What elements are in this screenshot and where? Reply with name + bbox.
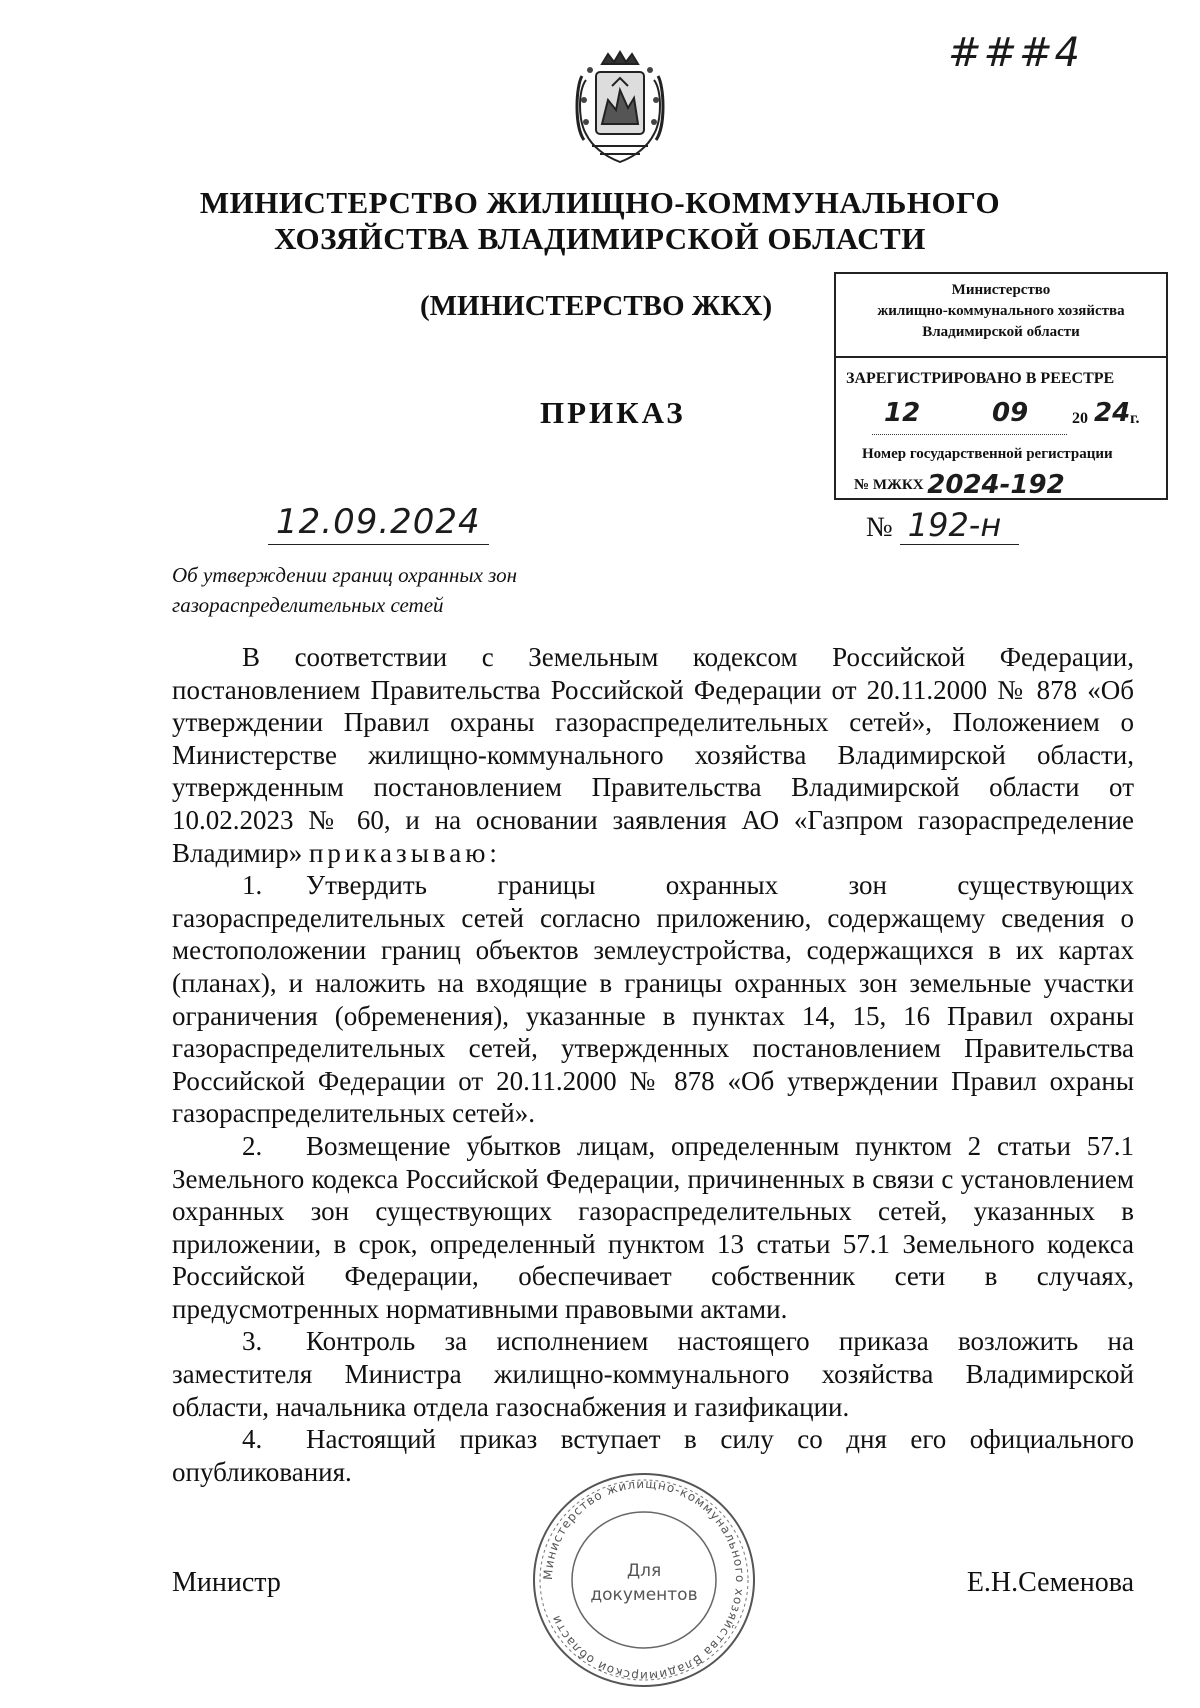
order-number-value: 192-н <box>900 506 1020 545</box>
stamp-divider <box>836 356 1166 358</box>
registration-stamp <box>834 272 1168 500</box>
item-1-number: 1. <box>242 870 263 901</box>
item-1-text: Утвердить границы охранных зон существующих газораспределительных сетей согласно приложению, содержащему сведения о местоположении границ объектов землеустройства, содержащихся в их картах (планах), и наложить на входящие в границы охранных зон земельные участки ограничения (обременения), указанные в пунктах 14, 15, 16 Правил охраны газораспределительных сетей, утвержденных постановлением Правительства Российской Федерации от 20.11.2000 № 878 «Об утверждении Правил охраны газораспределительных сетей». <box>172 870 1134 1129</box>
stamp-date-suffix: г. <box>1130 410 1140 427</box>
document-type-title: ПРИКАЗ <box>540 395 686 430</box>
stamp-reg-number-label: Номер государственной регистрации <box>862 446 1113 462</box>
order-item-3 <box>172 1325 1134 1423</box>
seal-center-line-1: Для <box>626 1561 662 1581</box>
stamp-reg-number-value: 2024-192 <box>927 470 1065 500</box>
item-3-number: 3. <box>242 1326 263 1357</box>
stamp-reg-number <box>854 466 1065 500</box>
item-4-number: 4. <box>242 1424 263 1455</box>
order-item-2 <box>172 1130 1134 1326</box>
official-seal <box>528 1468 760 1692</box>
stamp-registration-date <box>872 398 1140 434</box>
handwritten-corner-mark: ###4 <box>948 30 1082 76</box>
order-body <box>172 641 1134 1488</box>
coat-of-arms-emblem <box>572 50 668 166</box>
item-2-number: 2. <box>242 1130 263 1161</box>
stamp-reg-number-prefix: № МЖКХ <box>854 477 924 493</box>
stamp-org-line-1: Министерство <box>951 282 1051 298</box>
stamp-organization <box>836 280 1166 350</box>
stamp-date-underline <box>872 434 1067 435</box>
preamble-paragraph <box>172 641 1134 869</box>
ministry-name-line-2: ХОЗЯЙСТВА ВЛАДИМИРСКОЙ ОБЛАСТИ <box>274 221 926 256</box>
seal-ring-text: Министерство жилищно-коммунального хозяйства Владимирской области <box>540 1476 748 1684</box>
stamp-registered-label: ЗАРЕГИСТРИРОВАНО В РЕЕСТРЕ <box>846 370 1115 387</box>
ministry-full-name <box>150 185 1050 257</box>
stamp-org-line-2: жилищно-коммунального хозяйства <box>877 303 1125 319</box>
order-item-1 <box>172 869 1134 1130</box>
stamp-date-year-prefix: 20 <box>1072 410 1088 427</box>
stamp-date-year-suffix: 24 <box>1094 398 1131 428</box>
signatory-title: Министр <box>172 1567 281 1598</box>
stamp-date-day: 12 <box>884 398 921 428</box>
stamp-date-month: 09 <box>992 398 1029 428</box>
ministry-name-line-1: МИНИСТЕРСТВО ЖИЛИЩНО-КОММУНАЛЬНОГО <box>199 185 1001 220</box>
seal-center-line-2: документов <box>590 1585 698 1605</box>
signatory-name: Е.Н.Семенова <box>966 1567 1134 1598</box>
item-4-text: Настоящий приказ вступает в силу со дня его официального опубликования. <box>172 1424 1134 1487</box>
order-subject: Об утверждении границ охранных зон газораспределительных сетей <box>172 563 518 617</box>
order-number <box>866 506 1019 544</box>
item-2-text: Возмещение убытков лицам, определенным пунктом 2 статьи 57.1 Земельного кодекса Российской Федерации, причиненных в связи с установлением охранных зон существующих газораспределительных сетей, указанных в приложении, в срок, определенный пунктом 13 статьи 57.1 Земельного кодекса Российской Федерации, обеспечивает собственник сети в случаях, предусмотренных нормативными правовыми актами. <box>172 1130 1134 1324</box>
stamp-org-line-3: Владимирской области <box>922 324 1080 340</box>
preamble-text: В соответствии с Земельным кодексом Российской Федерации, постановлением Правительства Российской Федерации от 20.11.2000 № 878 «Об утверждении Правил охраны газораспределительных сетей», Положением о Министерстве жилищно-коммунального хозяйства Владимирской области, утвержденным постановлением Правительства Владимирской области от 10.02.2023 № 60, и на основании заявления АО «Газпром газораспределение Владимир» <box>172 642 1134 868</box>
order-number-label: № <box>866 512 893 543</box>
ministry-short-name: (МИНИСТЕРСТВО ЖКХ) <box>420 290 773 322</box>
item-3-text: Контроль за исполнением настоящего приказа возложить на заместителя Министра жилищно-коммунального хозяйства Владимирской области, начальника отдела газоснабжения и газификации. <box>172 1326 1134 1422</box>
order-date: 12.09.2024 <box>268 502 489 545</box>
directive-word: приказываю: <box>308 837 501 868</box>
